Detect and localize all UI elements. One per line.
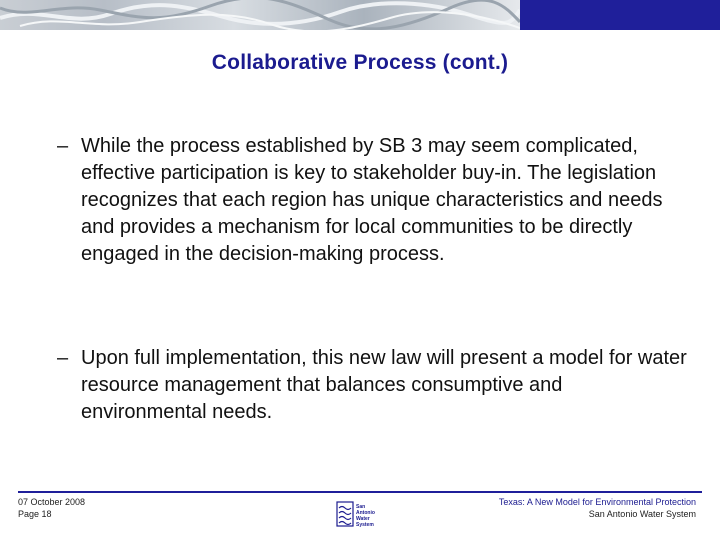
bullet-dash: – bbox=[57, 347, 69, 369]
bullet-item bbox=[57, 345, 687, 426]
logo-text: San bbox=[356, 504, 366, 510]
footer-right bbox=[499, 496, 696, 520]
footer-date: 07 October 2008 bbox=[18, 497, 86, 507]
footer-organization: San Antonio Water System bbox=[588, 509, 696, 519]
bullet-item bbox=[57, 133, 687, 268]
footer-divider bbox=[18, 491, 702, 493]
logo-text: Water bbox=[356, 516, 370, 522]
bullet-text: Upon full implementation, this new law will present a model for water resource management that balances consumptive and environmental needs. bbox=[81, 347, 687, 423]
footer-presentation-title: Texas: A New Model for Environmental Protection bbox=[498, 497, 696, 507]
footer-left bbox=[18, 496, 85, 520]
header-accent-bar bbox=[520, 0, 720, 30]
saws-logo-icon bbox=[336, 500, 378, 528]
water-texture-graphic bbox=[0, 0, 520, 30]
slide-title: Collaborative Process (cont.) bbox=[211, 51, 509, 74]
logo-text: Antonio bbox=[356, 510, 375, 516]
bullet-text: While the process established by SB 3 may seem complicated, effective participation is key to stakeholder buy-in. The legislation recognizes that each region has unique characteristics and needs and provides a mechanism for local communities to be directly engaged in the decision-making process. bbox=[81, 135, 663, 265]
logo-text: System bbox=[356, 522, 374, 528]
header-banner-image bbox=[0, 0, 520, 30]
bullet-dash: – bbox=[57, 135, 69, 157]
footer-page-number: Page 18 bbox=[18, 509, 52, 519]
